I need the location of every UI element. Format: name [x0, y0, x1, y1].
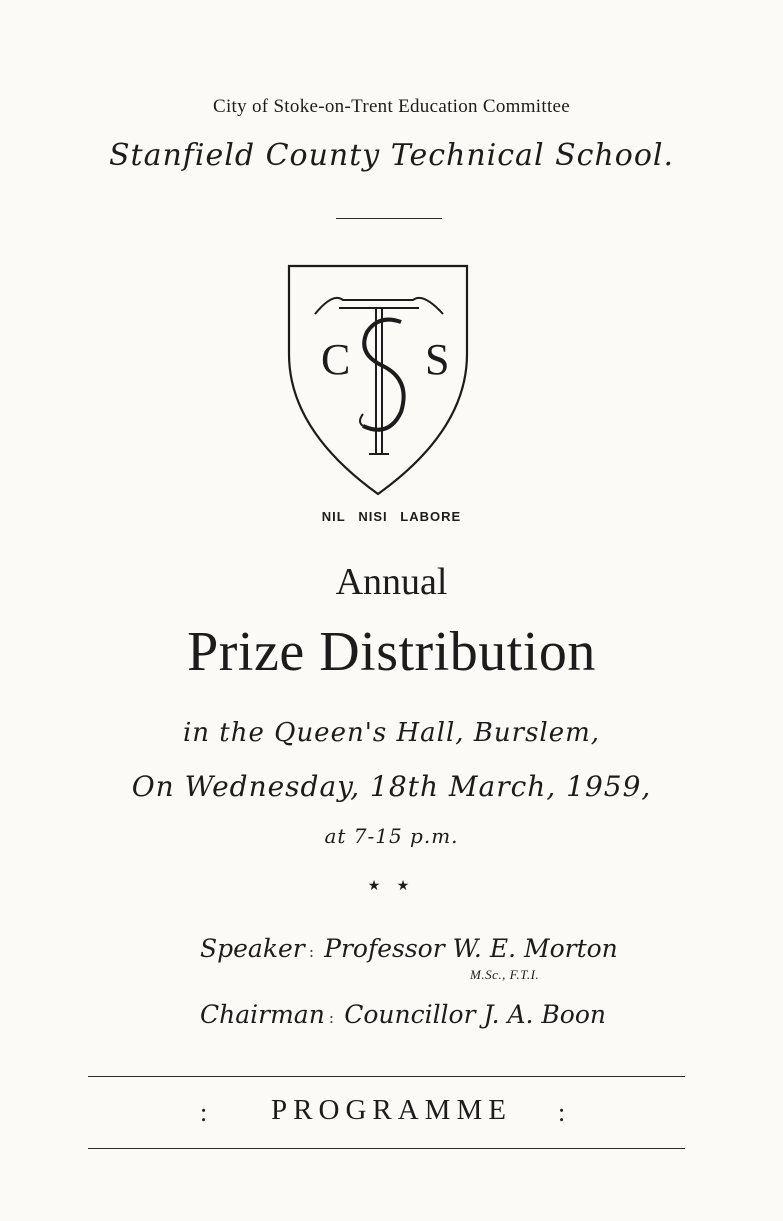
committee-heading: City of Stoke-on-Trent Education Committee — [212, 96, 571, 117]
star-ornament: ★ ★ — [367, 878, 416, 894]
event-time: at 7-15 p.m. — [324, 824, 459, 848]
event-venue: in the Queen's Hall, Burslem, — [182, 718, 601, 748]
event-date: On Wednesday, 18th March, 1959, — [131, 770, 652, 803]
annual-label: Annual — [335, 561, 448, 603]
speaker-line — [200, 934, 618, 963]
school-crest — [283, 262, 473, 502]
chairman-label: Chairman — [200, 1000, 325, 1029]
chairman-separator: : — [328, 1008, 335, 1027]
school-name: Stanfield County Technical School. — [108, 138, 675, 173]
speaker-qualifications: M.Sc., F.T.I. — [470, 967, 540, 982]
motto — [0, 509, 783, 524]
programme-bottom-rule — [88, 1148, 685, 1149]
crest-letter-s: S — [425, 335, 450, 384]
programme-heading: PROGRAMME — [271, 1094, 512, 1126]
motto-word: NISI — [358, 509, 388, 524]
programme-top-rule — [88, 1076, 685, 1077]
motto-word: NIL — [321, 509, 346, 524]
speaker-label: Speaker — [200, 934, 305, 963]
event-title: Prize Distribution — [187, 621, 596, 683]
chairman-line — [200, 1000, 606, 1029]
programme-colon-left: : — [200, 1098, 208, 1127]
programme-heading-row — [0, 1094, 783, 1134]
speaker-separator: : — [308, 942, 315, 961]
speaker-name: Professor W. E. Morton — [324, 934, 618, 963]
short-divider — [336, 218, 442, 219]
crest-letter-c: C — [321, 335, 351, 384]
motto-word: LABORE — [400, 509, 462, 524]
chairman-name: Councillor J. A. Boon — [344, 1000, 607, 1029]
programme-colon-right: : — [558, 1098, 566, 1127]
